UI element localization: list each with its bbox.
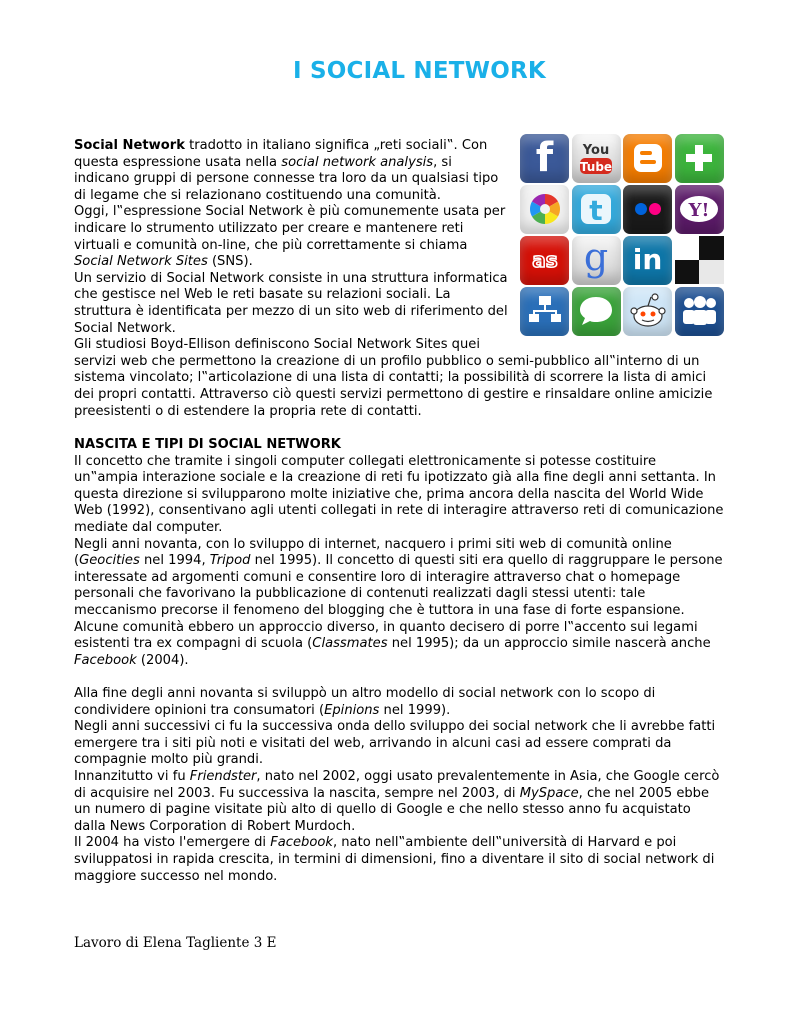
blogger-icon (623, 134, 672, 183)
yahoo-icon (675, 185, 724, 234)
section-paragraph-1: Il concetto che tramite i singoli computer collegati elettronicamente si potesse costituire un‟ampia interazione sociale e la creazione di reti fu ipotizzato già alla fine degli anni settanta. In questa direzione si svilupparono molte iniziative che, prima ancora della nascita del World Wide Web (1992), consentivano agli utenti collegati in rete di interagire attraverso reti di comunicazione mediate dal computer. (74, 453, 724, 536)
intro-term: Social Network (74, 138, 185, 153)
myspace-icon (675, 287, 724, 336)
chat-icon (572, 287, 621, 336)
picasa-icon (520, 185, 569, 234)
section-heading: NASCITA E TIPI DI SOCIAL NETWORK (74, 437, 341, 453)
twitter-icon (572, 185, 621, 234)
section-paragraph-6: Innanzitutto vi fu Friendster, nato nel 2002, oggi usato prevalentemente in Asia, che Google cercò di acquisire nel 2003. Fu successiva la nascita, sempre nel 2003, di MySpace, che nel 2005 ebbe un numero di pagine visitate più alto di quello di Google e che nello stesso anno fu acquistato dalla News Corporation di Robert Murdoch. (74, 768, 720, 834)
svg-text:You: You (582, 143, 610, 159)
reddit-icon (623, 287, 672, 336)
section-paragraph-2: Negli anni novanta, con lo sviluppo di internet, nacquero i primi siti web di comunità online (Geocities nel 1994, Tripod nel 1995). Il concetto di questi siti era quello di raggruppare le persone interessate ad argomenti comuni e consentire loro di interagire attraverso chat o homepage personali che favorivano la pubblicazione di contenuti realizzati dagli stessi utenti: tale meccanismo precorse il fenomeno del blogging che è tuttora in una fase di forte espansione. (74, 536, 723, 619)
google-icon: g (572, 236, 621, 285)
social-icons-grid (520, 134, 732, 339)
page-title: I SOCIAL NETWORK (293, 58, 546, 84)
delicious-icon (675, 236, 724, 285)
paragraph-spacer (74, 669, 724, 686)
document-body (74, 134, 724, 885)
youtube-icon (572, 134, 621, 183)
intro-paragraph-3: Un servizio di Social Network consiste in una struttura informatica che gestisce nel Web le reti basate su relazioni sociali. La struttura è identificata per mezzo di un sito web di riferimento del Social Network. (74, 270, 508, 336)
section-paragraph-4: Alla fine degli anni novanta si sviluppò un altro modello di social network con lo scopo di condividere opinioni tra consumatori (Epinions nel 1999). (74, 686, 656, 718)
svg-text:Y!: Y! (688, 200, 710, 222)
intro-paragraph-4: Gli studiosi Boyd-Ellison definiscono Social Network Sites quei servizi web che permettono la creazione di un profilo pubblico o semi-pubblico all‟interno di un sistema vincolato; l‟articolazione di una lista di contatti; la possibilità di scorrere la lista di amici dei propri contatti. Attraverso ciò questi servizi permettono di gestire e rinsaldare online amicizie preesistenti o di estendere la propria rete di contatti. (74, 337, 713, 419)
flickr-icon (623, 185, 672, 234)
page-footer: Lavoro di Elena Tagliente 3 E (74, 935, 277, 951)
section-paragraph-5: Negli anni successivi ci fu la successiva onda dello sviluppo dei social network che li avrebbe fatti emergere tra i siti più noti e visitati del web, arrivando in alcuni casi ad essere comprati da compagnie molto più grandi. (74, 719, 716, 768)
svg-text:t: t (589, 194, 603, 228)
section-paragraph-7: Il 2004 ha visto l'emergere di Facebook, nato nell‟ambiente dell‟università di Harvard e poi sviluppatosi in rapida crescita, in termini di dimensioni, fino a diventare il sito di social network di maggiore successo nel mondo. (74, 835, 715, 884)
svg-text:Tube: Tube (579, 160, 613, 175)
google-plus-icon (675, 134, 724, 183)
facebook-icon: f (520, 134, 569, 183)
intro-paragraph-2: Oggi, l‟espressione Social Network è più comunemente usata per indicare lo strumento utilizzato per creare e mantenere reti virtuali e comunità on-line, che più correttamente si chiama Social Network Sites (SNS). (74, 204, 506, 270)
lastfm-icon (520, 236, 569, 285)
intro-paragraph-1: Social Network tradotto in italiano significa „reti sociali‟. Con questa espressione usata nella social network analysis, si indicano gruppi di persone connesse tra loro da un qualsiasi tipo di legame che si relazionano costituendo una comunità. (74, 138, 499, 203)
svg-text:as: as (531, 248, 558, 273)
section-paragraph-3: Alcune comunità ebbero un approccio diverso, in quanto decisero di porre l‟accento sui legami esistenti tra ex compagni di scuola (Classmates nel 1995); da un approccio simile nascerà anche Facebook (2004). (74, 619, 711, 668)
linkedin-icon: in (623, 236, 672, 285)
network-icon (520, 287, 569, 336)
